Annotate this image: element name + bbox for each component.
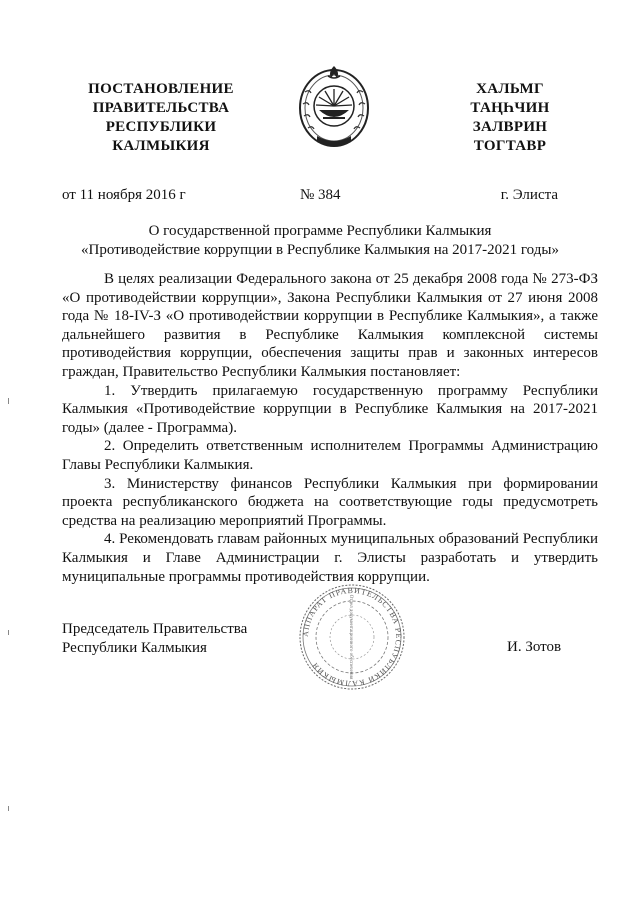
document-meta — [62, 187, 558, 207]
header-left-line: РЕСПУБЛИКИ — [105, 119, 217, 135]
header-left-line: ПОСТАНОВЛЕНИЕ — [88, 81, 234, 97]
signer-title-line: Республики Калмыкия — [62, 640, 207, 656]
title-line: О государственной программе Республики Калмыкия — [148, 223, 492, 239]
document-number: № 384 — [300, 187, 341, 203]
header-left-title — [66, 80, 256, 156]
header-right-line: ХАЛЬМГ — [476, 81, 544, 97]
title-line: «Противодействие коррупции в Республике Калмыкия на 2017-2021 годы» — [81, 242, 559, 258]
header-right-title — [448, 80, 572, 156]
stamp-inner-text: Отдел документационного обеспечения — [348, 594, 353, 680]
scan-artifact — [8, 806, 9, 811]
resolution-item: 4. Рекомендовать главам районных муниципальных образований Республики Калмыкия и Главе Администрации г. Элисты разработать и утвердить муниципальные программы противодействия коррупции. — [62, 531, 598, 585]
header-right-line: ЗАЛВРИН — [472, 119, 548, 135]
document-body — [62, 270, 598, 586]
signer-title — [62, 620, 247, 658]
header-left-line: ПРАВИТЕЛЬСТВА — [92, 100, 230, 116]
stamp-outer-text: АППАРАТ ПРАВИТЕЛЬСТВА РЕСПУБЛИКИ КАЛМЫКИЯ — [300, 585, 404, 689]
preamble-paragraph: В целях реализации Федерального закона от 25 декабря 2008 года № 273-ФЗ «О противодействии коррупции», Закона Республики Калмыкия от 27 июня 2008 года № 18-IV-З «О противодействии коррупции в Республике Калмыкия», а также дальнейшего развития в Республике Калмыкия комплексной системы противодействия коррупции, обеспечения защиты прав и законных интересов граждан, Правительство Республики Калмыкия постановляет: — [62, 271, 598, 380]
signer-name: И. Зотов — [507, 639, 562, 655]
scan-artifact — [8, 630, 9, 635]
document-date: от 11 ноября 2016 г — [62, 187, 186, 203]
header-right-line: ТОГТАВР — [473, 138, 547, 154]
header-right-line: ТАҢҺЧИН — [470, 100, 550, 116]
resolution-item: 2. Определить ответственным исполнителем Программы Администрацию Главы Республики Калмыкия. — [62, 438, 598, 473]
header-left-line: КАЛМЫКИЯ — [112, 138, 210, 154]
scan-artifact — [8, 398, 9, 404]
signer-title-line: Председатель Правительства — [62, 621, 248, 637]
document-city: г. Элиста — [500, 187, 558, 203]
coat-of-arms-emblem — [295, 62, 373, 150]
official-stamp — [298, 583, 406, 691]
resolution-item: 3. Министерству финансов Республики Калмыкия при формировании проекта республиканского бюджета на соответствующие годы предусмотреть средства на реализацию мероприятий Программы. — [62, 475, 598, 529]
document-title — [62, 222, 578, 260]
resolution-item: 1. Утвердить прилагаемую государственную программу Республики Калмыкия «Противодействие коррупции в Республике Калмыкия на 2017-2021 годы» (далее - Программа). — [62, 382, 598, 436]
